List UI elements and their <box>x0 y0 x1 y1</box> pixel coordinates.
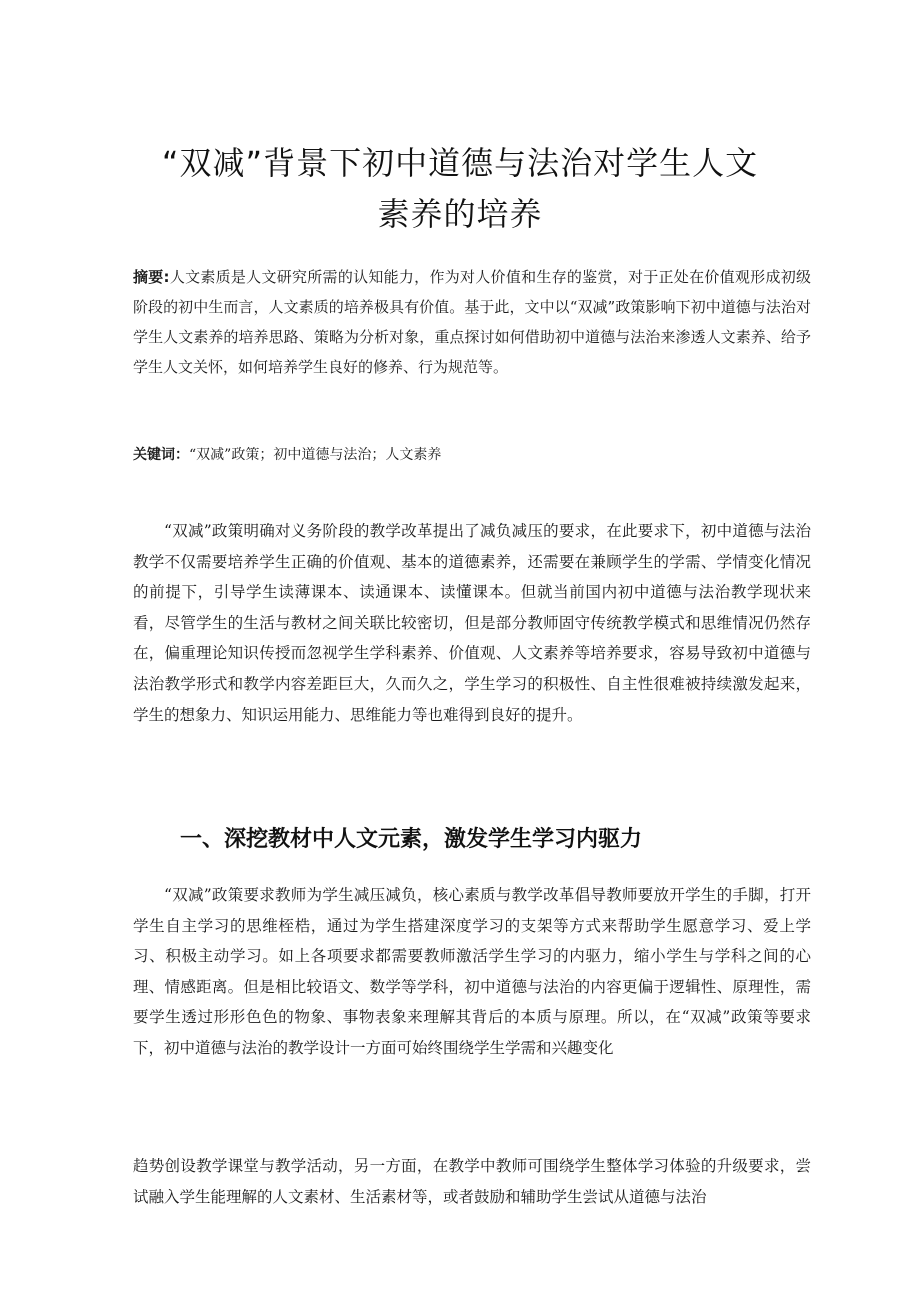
keywords-text: “双减”政策；初中道德与法治；人文素养 <box>189 447 442 463</box>
intro-paragraph: “双减”政策明确对义务阶段的教学改革提出了减负减压的要求，在此要求下，初中道德与法治教学不仅需要培养学生正确的价值观、基本的道德素养，还需要在兼顾学生的学需、学情变化情况的前提下，引导学生读薄课本、读通课本、读懂课本。但就当前国内初中道德与法治教学现状来看，尽管学生的生活与教材之间关联比较密切，但是部分教师固守传统教学模式和思维情况仍然存在，偏重理论知识传授而忽视学生学科素养、价值观、人文素养等培养要求，容易导致初中道德与法治教学形式和教学内容差距巨大，久而久之，学生学习的积极性、自主性很难被持续激发起来，学生的想象力、知识运用能力、思维能力等也难得到良好的提升。 <box>133 522 811 724</box>
title-line-2: 素养的培养 <box>377 195 543 233</box>
section-heading-1: 一、深挖教材中人文元素，激发学生学习内驱力 <box>180 827 643 852</box>
abstract-text: 人文素质是人文研究所需的认知能力，作为对人价值和生存的鉴赏，对于正处在价值观形成初级阶段的初中生而言，人文素质的培养极具有价值。基于此，文中以“双减”政策影响下初中道德与法治对学生人文素养的培养思路、策略为分析对象，重点探讨如何借助初中道德与法治来渗透人文素养、给予学生人文关怀，如何培养学生良好的修养、行为规范等。 <box>133 268 811 376</box>
continuation-paragraph: 趋势创设教学课堂与教学活动，另一方面，在教学中教师可围绕学生整体学习体验的升级要求，尝试融入学生能理解的人文素材、生活素材等，或者鼓励和辅助学生尝试从道德与法治 <box>133 1157 811 1206</box>
title-line-1: “双减”背景下初中道德与法治对学生人文 <box>161 144 759 182</box>
section-1-paragraph: “双减”政策要求教师为学生减压减负，核心素质与教学改革倡导教师要放开学生的手脚，打开学生自主学习的思维桎梏，通过为学生搭建深度学习的支架等方式来帮助学生愿意学习、爱上学习、积极主动学习。如上各项要求都需要教师激活学生学习的内驱力，缩小学生与学科之间的心理、情感距离。但是相比较语文、数学等学科，初中道德与法治的内容更偏于逻辑性、原理性，需要学生透过形形色色的物象、事物表象来理解其背后的本质与原理。所以，在“双减”政策等要求下，初中道德与法治的教学设计一方面可始终围绕学生学需和兴趣变化 <box>133 886 811 1057</box>
keywords <box>133 440 811 470</box>
document-title <box>130 138 790 240</box>
abstract <box>133 262 811 382</box>
abstract-label: 摘要: <box>133 268 170 286</box>
keywords-label: 关键词： <box>133 447 189 463</box>
